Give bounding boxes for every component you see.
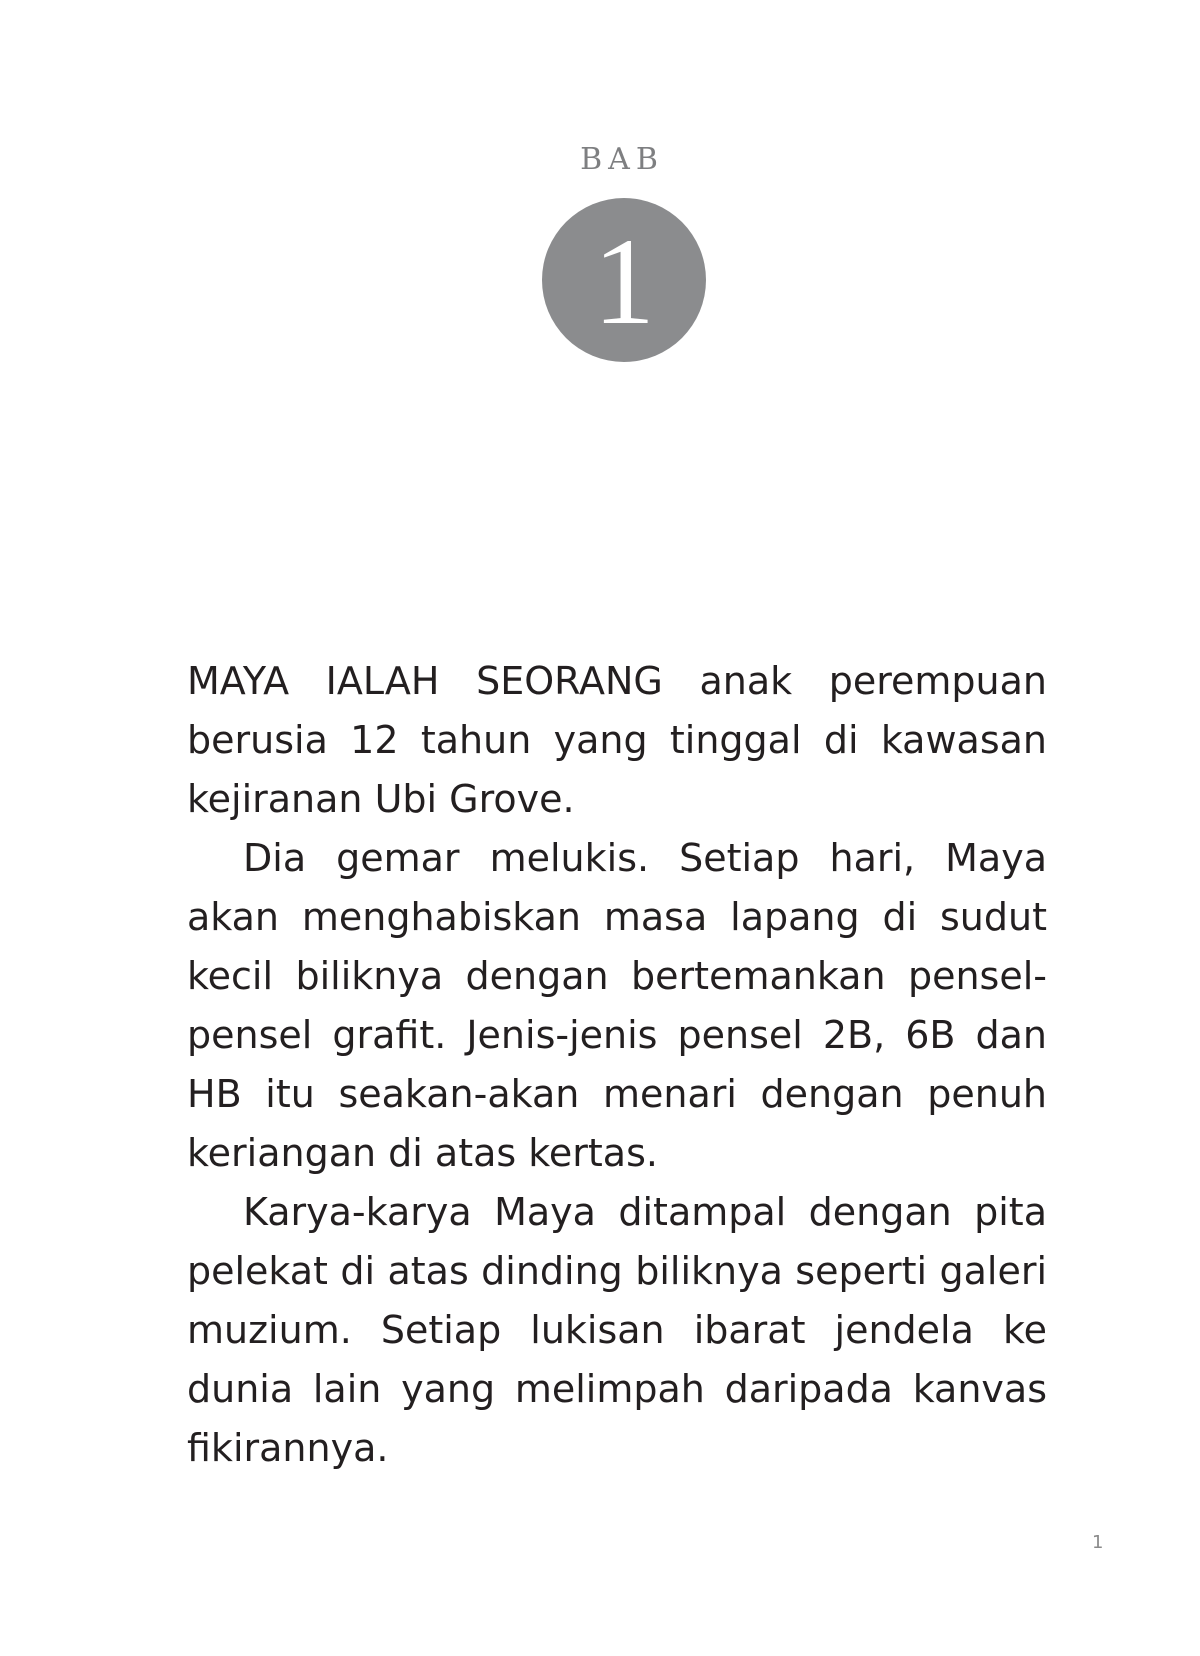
page-number: 1	[1092, 1532, 1104, 1553]
chapter-number-circle	[542, 198, 706, 362]
chapter-number: 1	[593, 213, 655, 350]
paragraph-1: MAYA IALAH SEORANG anak perempuan berusia 12 tahun yang tinggal di kawasan kejiranan Ubi Grove.	[187, 659, 1047, 821]
chapter-label: BAB	[580, 142, 664, 177]
paragraph-3: Karya-karya Maya ditampal dengan pita pelekat di atas dinding biliknya seperti galeri muzium. Setiap lukisan ibarat jendela ke dunia lain yang melimpah daripada kanvas fikirannya.	[187, 1190, 1047, 1470]
paragraph-2: Dia gemar melukis. Setiap hari, Maya akan menghabiskan masa lapang di sudut kecil biliknya dengan bertemankan pensel-pensel grafit. Jenis-jenis pensel 2B, 6B dan HB itu seakan-akan menari dengan penuh keriangan di atas kertas.	[187, 836, 1047, 1175]
chapter-body	[187, 652, 1047, 1478]
